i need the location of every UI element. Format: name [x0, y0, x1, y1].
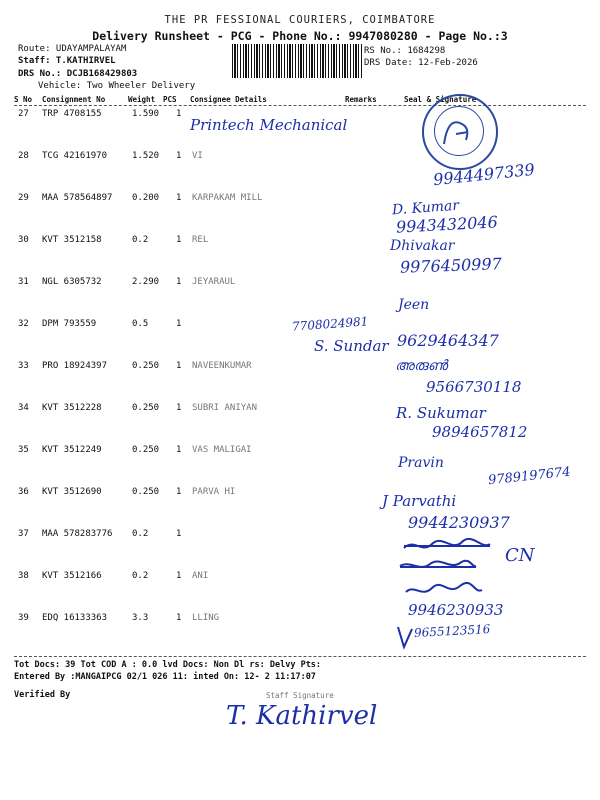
row-sno: 39 — [18, 613, 29, 623]
row-consignee: JEYARAUL — [192, 277, 236, 287]
handwriting-row30-phone: 9976450997 — [399, 254, 503, 277]
row-weight: 0.2 — [132, 529, 149, 539]
scribble-row37b — [398, 558, 478, 574]
row-weight: 0.250 — [132, 487, 160, 497]
row-weight: 2.290 — [132, 277, 160, 287]
row-consignment: EDQ 16133363 — [42, 613, 108, 623]
handwriting-row32-phone-b: 9629464347 — [397, 331, 499, 350]
handwriting-row34-name: R. Sukumar — [396, 404, 486, 422]
header-divider — [14, 105, 586, 106]
handwriting-row36-name: J Parvathi — [382, 492, 457, 510]
row-weight: 0.250 — [132, 445, 160, 455]
row-pcs: 1 — [176, 571, 182, 581]
handwriting-row37-note: CN — [505, 545, 535, 566]
row-pcs: 1 — [176, 445, 182, 455]
barcode — [232, 44, 362, 78]
row-sno: 31 — [18, 277, 29, 287]
row-weight: 0.250 — [132, 403, 160, 413]
row-pcs: 1 — [176, 487, 182, 497]
row-pcs: 1 — [176, 109, 182, 119]
handwriting-row35-phone: 9789197674 — [487, 464, 572, 489]
handwriting-row36-phone: 9944230937 — [408, 513, 510, 532]
row-pcs: 1 — [176, 193, 182, 203]
col-consignment: Consignment No — [42, 95, 106, 104]
row-consignment: KVT 3512249 — [42, 445, 102, 455]
staff-label: Staff: T.KATHIRVEL — [18, 56, 116, 66]
col-seal-signature: Seal & Signature — [404, 95, 477, 104]
handwriting-row32-phone-a: 7708024981 — [291, 314, 369, 334]
handwriting-row29-name: D. Kumar — [391, 197, 460, 219]
company-title: THE PR FESSIONAL COURIERS, COIMBATORE — [164, 14, 436, 26]
row-consignee: PARVA HI — [192, 487, 236, 497]
row-pcs: 1 — [176, 403, 182, 413]
vehicle-label: Vehicle: Two Wheeler Delivery — [38, 81, 196, 91]
row-consignment: KVT 3512228 — [42, 403, 102, 413]
row-consignment: MAA 578564897 — [42, 193, 113, 203]
row-sno: 29 — [18, 193, 29, 203]
row-consignment: TRP 4708155 — [42, 109, 102, 119]
row-consignee: REL — [192, 235, 209, 245]
row-consignment: NGL 6305732 — [42, 277, 102, 287]
drs-number-right: RS No.: 1684298 — [364, 46, 446, 56]
row-weight: 0.200 — [132, 193, 160, 203]
row-consignee: VAS MALIGAI — [192, 445, 252, 455]
totals-line: Tot Docs: 39 Tot COD A : 0.0 lvd Docs: Non Dl rs: Delvy Pts: — [14, 660, 322, 670]
row-weight: 0.2 — [132, 571, 149, 581]
row-sno: 27 — [18, 109, 29, 119]
row-consignment: MAA 578283776 — [42, 529, 113, 539]
col-pcs: PCS — [163, 95, 177, 104]
handwriting-row33-phone: 9566730118 — [426, 378, 522, 396]
row-sno: 38 — [18, 571, 29, 581]
row-consignee: ANI — [192, 571, 209, 581]
row-consignee: VI — [192, 151, 203, 161]
handwriting-row38-phone: 9946230933 — [408, 601, 504, 619]
handwriting-row34-phone: 9894657812 — [432, 423, 528, 441]
row-pcs: 1 — [176, 613, 182, 623]
row-sno: 33 — [18, 361, 29, 371]
row-consignee: LLING — [192, 613, 220, 623]
row-sno: 34 — [18, 403, 29, 413]
verified-by-label: Verified By — [14, 690, 71, 700]
route-label: Route: UDAYAMPALAYAM — [18, 44, 127, 54]
row-pcs: 1 — [176, 319, 182, 329]
row-weight: 0.250 — [132, 361, 160, 371]
row-pcs: 1 — [176, 277, 182, 287]
drs-date: DRS Date: 12-Feb-2026 — [364, 58, 478, 68]
row-consignment: TCG 42161970 — [42, 151, 108, 161]
row-pcs: 1 — [176, 151, 182, 161]
runsheet-title: Delivery Runsheet - PCG - Phone No.: 9947080280 - Page No.:3 — [92, 29, 508, 43]
row-consignment: DPM 793559 — [42, 319, 97, 329]
col-sno: S No — [14, 95, 33, 104]
scribble-row37 — [402, 536, 492, 556]
row-sno: 30 — [18, 235, 29, 245]
row-consignee: KARPAKAM MILL — [192, 193, 263, 203]
row-sno: 32 — [18, 319, 29, 329]
row-consignment: KVT 3512690 — [42, 487, 102, 497]
row-weight: 0.5 — [132, 319, 149, 329]
row-consignee: NAVEENKUMAR — [192, 361, 252, 371]
entered-by-line: Entered By :MANGAIPCG 02/1 026 11: inted On: 12- 2 11:17:07 — [14, 672, 316, 682]
row-weight: 0.2 — [132, 235, 149, 245]
row-weight: 3.3 — [132, 613, 149, 623]
handwriting-row33-name: അരുൺ — [395, 358, 448, 374]
row-weight: 1.520 — [132, 151, 160, 161]
handwriting-row29-phone: 9943432046 — [395, 212, 499, 237]
row-pcs: 1 — [176, 235, 182, 245]
col-weight: Weight — [128, 95, 156, 104]
drs-number: DRS No.: DCJB168429803 — [18, 69, 138, 79]
handwriting-row28-phone: 9944497339 — [432, 159, 536, 190]
company-seal — [422, 94, 498, 170]
seal-graphic — [422, 94, 494, 166]
staff-signature-label: Staff Signature — [266, 691, 334, 700]
scribble-row38 — [404, 582, 484, 600]
row-sno: 28 — [18, 151, 29, 161]
row-sno: 36 — [18, 487, 29, 497]
row-consignee: SUBRI ANIYAN — [192, 403, 258, 413]
handwriting-row32-name: S. Sundar — [314, 337, 389, 355]
row-sno: 37 — [18, 529, 29, 539]
row-weight: 1.590 — [132, 109, 160, 119]
row-consignment: PRO 18924397 — [42, 361, 108, 371]
row-consignment: KVT 3512166 — [42, 571, 102, 581]
col-remarks: Remarks — [345, 95, 377, 104]
handwriting-row27: Printech Mechanical — [190, 116, 348, 134]
handwriting-row35-name: Pravin — [398, 455, 444, 471]
row-pcs: 1 — [176, 361, 182, 371]
handwriting-row30-name: Dhivakar — [390, 238, 455, 254]
row-pcs: 1 — [176, 529, 182, 539]
row-consignment: KVT 3512158 — [42, 235, 102, 245]
row-sno: 35 — [18, 445, 29, 455]
staff-signature: T. Kathirvel — [226, 701, 378, 731]
handwriting-row39-phone: 9655123516 — [413, 622, 491, 640]
handwriting-row31: Jeen — [398, 297, 430, 313]
footer-divider — [14, 656, 586, 657]
col-consignee: Consignee Details — [190, 95, 267, 104]
